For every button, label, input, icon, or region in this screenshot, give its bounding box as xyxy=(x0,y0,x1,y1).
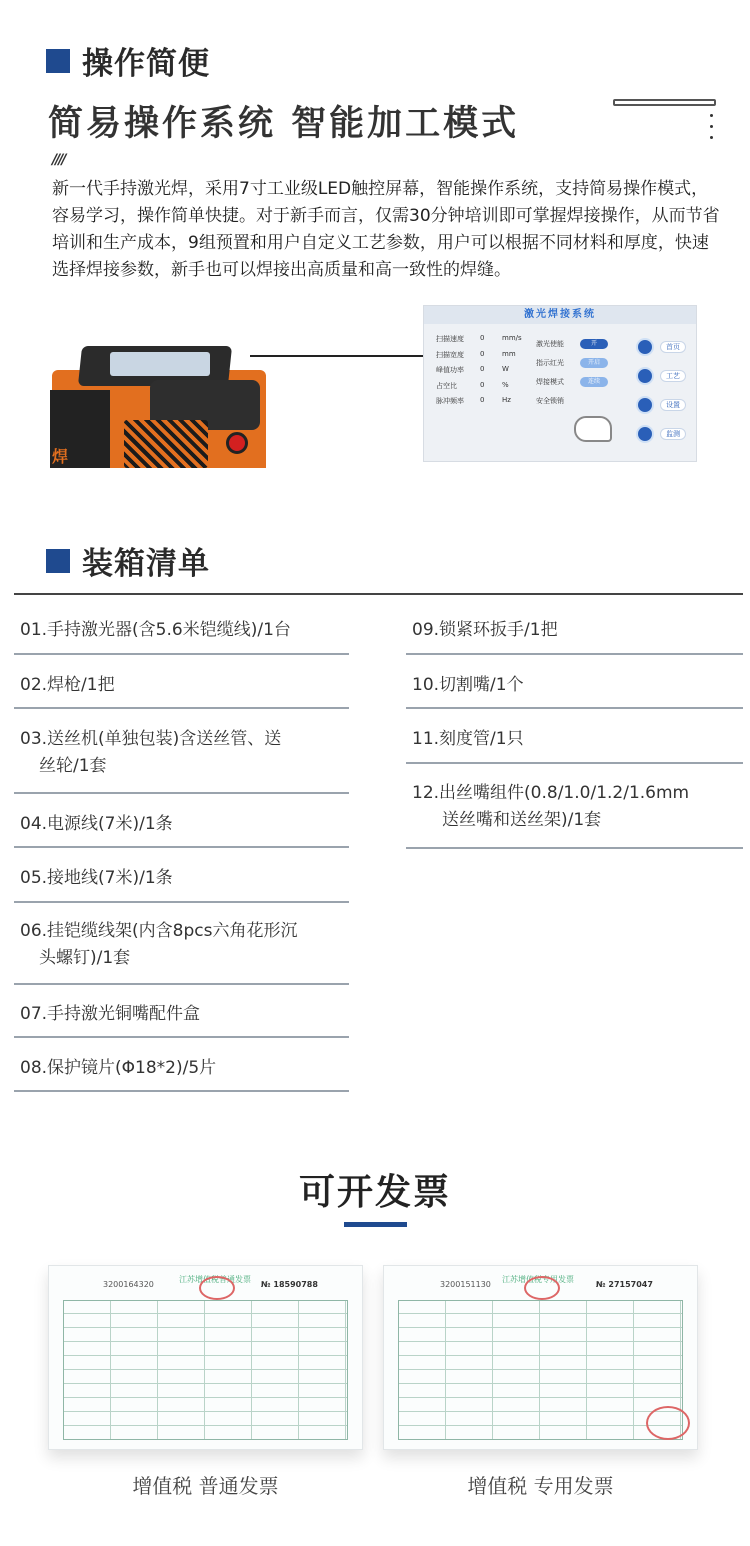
invoice-number: № 27157047 xyxy=(596,1280,653,1289)
machine-screen xyxy=(110,352,210,376)
control-panel-screenshot xyxy=(423,305,697,462)
panel-param-row: 扫描速度 0 mm/s xyxy=(436,334,522,343)
invoice-code: 3200151130 xyxy=(440,1280,491,1289)
process-icon xyxy=(636,367,654,385)
invoice-seal-icon xyxy=(199,1276,235,1300)
panel-param-row: 脉冲频率 0 Hz xyxy=(436,396,511,405)
decorative-slashes: //// xyxy=(52,152,65,168)
invoice-number: № 18590788 xyxy=(261,1280,318,1289)
list-item: 09.锁紧环扳手/1把 xyxy=(406,617,743,655)
section-heading-operation xyxy=(46,38,210,83)
invoice-heading-underline xyxy=(344,1222,407,1227)
home-icon xyxy=(636,338,654,356)
panel-params xyxy=(436,334,522,412)
hero-title: 简易操作系统 智能加工模式 xyxy=(48,104,520,144)
panel-param-row: 扫描宽度 0 mm xyxy=(436,349,516,359)
invoice-table xyxy=(398,1300,683,1440)
packing-top-rule xyxy=(14,593,743,595)
hero-description: 新一代手持激光焊，采用7寸工业级LED触控屏幕，智能操作系统，支持简易操作模式，容易学习，操作简单快捷。对于新手而言，仅需30分钟培训即可掌握焊接操作，从而节省培训和生产成本，9组预置和用户自定义工艺参数，用户可以根据不同材料和厚度，快速选择焊接参数，新手也可以焊接出高质量和高一致性的焊缝。 xyxy=(52,179,720,280)
panel-param-row: 峰值功率 0 W xyxy=(436,365,509,374)
panel-nav-item: 工艺 xyxy=(636,361,686,390)
panel-switches xyxy=(536,334,608,410)
section-title: 操作简便 xyxy=(82,46,210,82)
laser-welder-image xyxy=(50,340,270,468)
invoice-code: 3200164320 xyxy=(103,1280,154,1289)
list-item: 08.保护镜片(Φ18*2)/5片 xyxy=(14,1055,349,1092)
invoice-title: 江苏增值税专用发票 xyxy=(502,1275,574,1284)
panel-nav-item: 首页 xyxy=(636,332,686,361)
heading-square-icon xyxy=(46,49,70,73)
list-item: 01.手持激光器(含5.6米铠缆线)/1台 xyxy=(14,617,349,655)
invoice-heading: 可开发票 xyxy=(298,1172,451,1213)
decorative-dots xyxy=(710,114,714,147)
machine-grill xyxy=(124,420,208,468)
panel-nav-item: 监测 xyxy=(636,419,686,448)
toggle-switch: 开启 xyxy=(580,358,608,368)
emergency-button-icon xyxy=(226,432,248,454)
invoice-image-special xyxy=(383,1265,698,1450)
invoice-table xyxy=(63,1300,348,1440)
panel-switch-row: 焊接模式 连续 xyxy=(536,372,608,391)
invoice-caption: 增值税 普通发票 xyxy=(132,1474,279,1498)
panel-param-row: 占空比 0 % xyxy=(436,380,509,390)
invoice-image-general xyxy=(48,1265,363,1450)
list-item: 10.切割嘴/1个 xyxy=(406,672,743,709)
list-item: 12.出丝嘴组件(0.8/1.0/1.2/1.6mm 送丝嘴和送丝架)/1套 xyxy=(406,780,743,849)
list-item: 04.电源线(7米)/1条 xyxy=(14,811,349,848)
hand-tap-icon xyxy=(574,416,612,442)
panel-switch-row: 指示红光 开启 xyxy=(536,353,608,372)
heading-square-icon xyxy=(46,549,70,573)
panel-switch-row: 安全锁销 xyxy=(536,396,564,405)
invoice-stamp-icon xyxy=(646,1406,690,1440)
list-item: 07.手持激光铜嘴配件盒 xyxy=(14,1001,349,1038)
section-title: 装箱清单 xyxy=(82,546,210,582)
section-heading-packing xyxy=(46,538,210,583)
invoice-caption: 增值税 专用发票 xyxy=(467,1474,614,1498)
machine-brand: 焊 xyxy=(52,447,69,466)
list-item: 02.焊枪/1把 xyxy=(14,672,349,709)
panel-nav-item: 设置 xyxy=(636,390,686,419)
toggle-switch: 开 xyxy=(580,339,608,349)
monitor-icon xyxy=(636,425,654,443)
panel-title: 激光焊接系统 xyxy=(424,306,696,324)
settings-gear-icon xyxy=(636,396,654,414)
panel-nav xyxy=(636,332,686,448)
decorative-bar xyxy=(613,99,716,106)
list-item: 11.刻度管/1只 xyxy=(406,726,743,764)
invoice-title: 江苏增值税普通发票 xyxy=(179,1275,251,1284)
panel-switch-row: 激光使能 开 xyxy=(536,334,608,353)
invoice-seal-icon xyxy=(524,1276,560,1300)
list-item: 03.送丝机(单独包装)含送丝管、送 丝轮/1套 xyxy=(14,726,349,794)
list-item: 05.接地线(7米)/1条 xyxy=(14,865,349,903)
list-item: 06.挂铠缆线架(内含8pcs六角花形沉 头螺钉)/1套 xyxy=(14,918,349,985)
toggle-switch: 连续 xyxy=(580,377,608,387)
